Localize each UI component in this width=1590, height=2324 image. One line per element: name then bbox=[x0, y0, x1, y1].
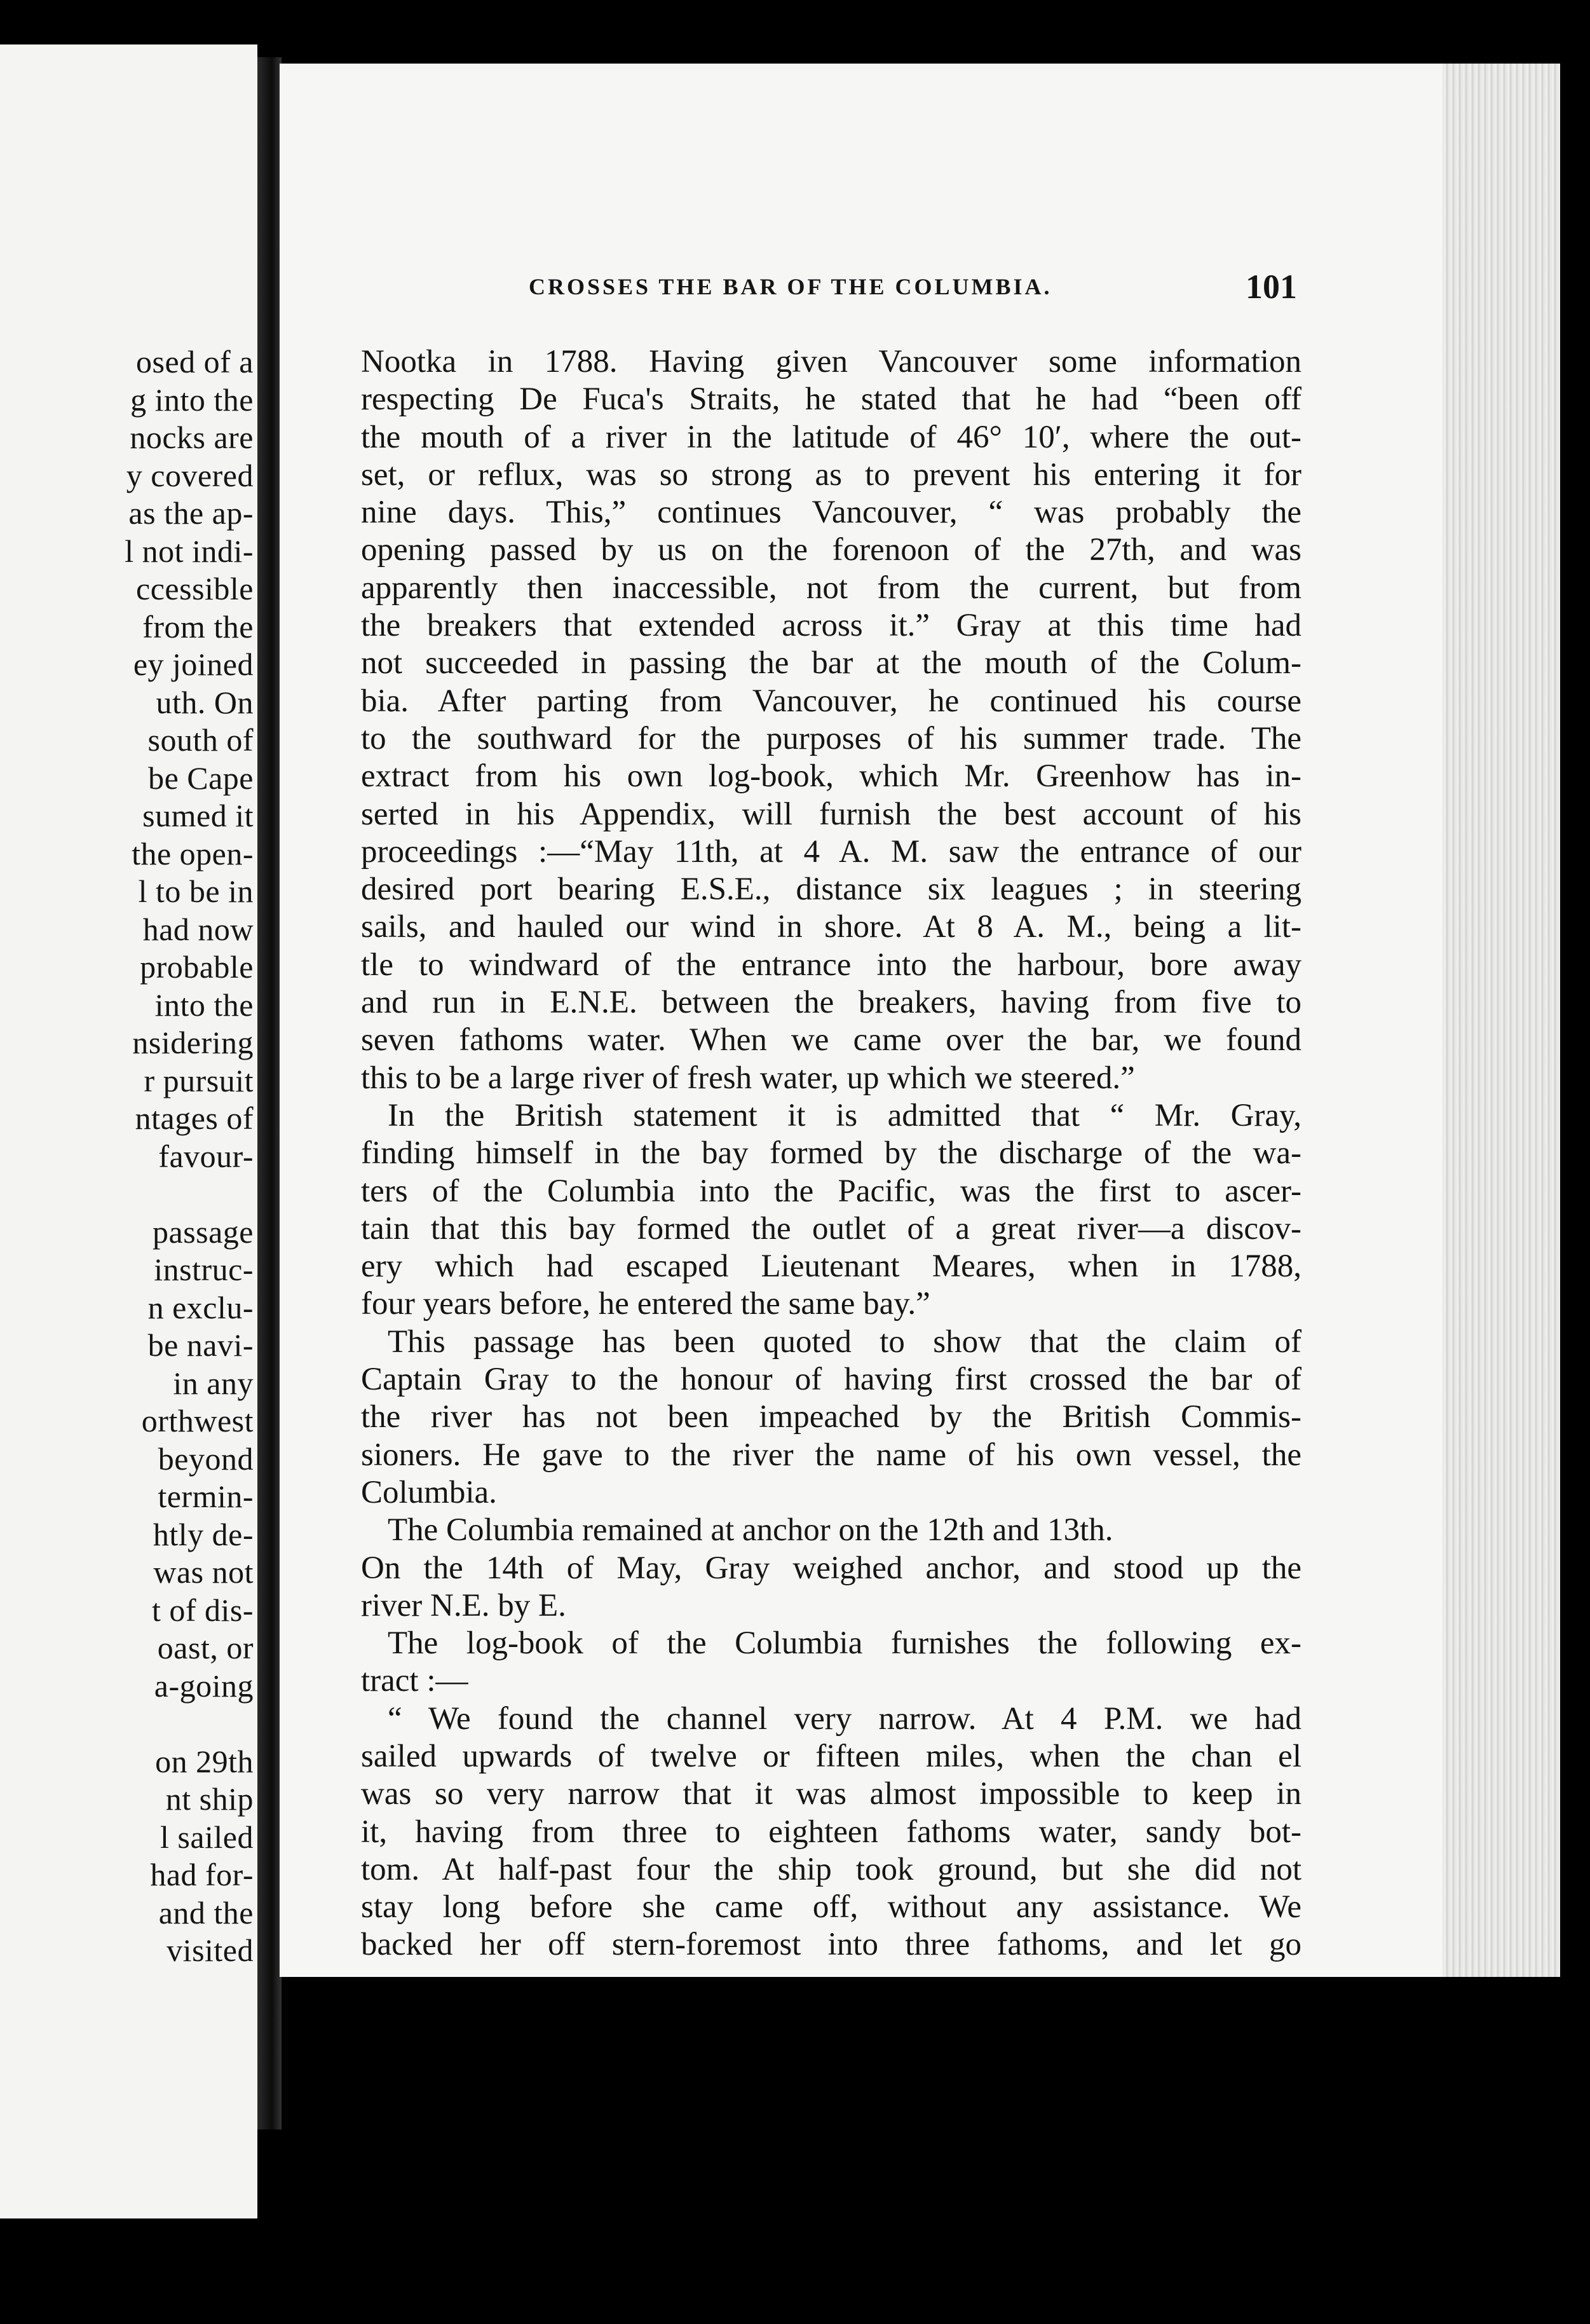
body-line: tain that this bay formed the outlet of a great river—a discov- bbox=[361, 1210, 1301, 1247]
left-page-line: osed of a bbox=[136, 344, 254, 379]
body-line: stay long before she came off, without any assistance. We bbox=[361, 1889, 1301, 1925]
body-line: was so very narrow that it was almost impossible to keep in bbox=[361, 1776, 1301, 1812]
left-page-line: ntages of bbox=[135, 1100, 254, 1136]
left-page-line: y covered bbox=[126, 457, 254, 493]
left-page-line: and the bbox=[158, 1894, 254, 1931]
body-line: bia. After parting from Vancouver, he continued his course bbox=[361, 683, 1301, 719]
left-page-line: nt ship bbox=[165, 1781, 254, 1817]
left-page-line: had for- bbox=[150, 1857, 254, 1892]
left-page-line: sumed it bbox=[142, 798, 254, 833]
left-page-line: l to be in bbox=[138, 873, 254, 909]
body-line: to the southward for the purposes of his summer trade. The bbox=[361, 720, 1301, 756]
body-line: “ We found the channel very narrow. At 4 P.M. we had bbox=[388, 1700, 1301, 1737]
body-line: desired port bearing E.S.E., distance six leagues ; in steering bbox=[361, 871, 1301, 908]
left-page-line: passage bbox=[153, 1213, 254, 1250]
body-line: This passage has been quoted to show that the claim of bbox=[388, 1323, 1301, 1360]
left-page-line: uth. On bbox=[156, 684, 254, 720]
left-page-line: into the bbox=[154, 987, 254, 1023]
left-page-line: l sailed bbox=[160, 1819, 254, 1855]
left-page-line bbox=[6, 1705, 254, 1743]
left-page-line: a-going bbox=[154, 1667, 254, 1704]
body-line: the mouth of a river in the latitude of 46° 10′, where the out- bbox=[361, 419, 1301, 455]
left-page-line: nsidering bbox=[132, 1025, 254, 1060]
body-line: The log-book of the Columbia furnishes the following ex- bbox=[388, 1625, 1301, 1662]
left-page-line: htly de- bbox=[153, 1516, 254, 1552]
left-page-line: g into the bbox=[130, 381, 254, 418]
body-line: it, having from three to eighteen fathoms water, sandy bot- bbox=[361, 1814, 1301, 1850]
body-line: opening passed by us on the forenoon of the 27th, and was bbox=[361, 532, 1301, 568]
left-page-line: as the ap- bbox=[128, 495, 254, 531]
left-page-line: nocks are bbox=[130, 420, 254, 455]
left-page-line: t of dis- bbox=[151, 1592, 254, 1628]
left-page-line: probable bbox=[140, 949, 254, 985]
left-page-line: had now bbox=[142, 911, 254, 947]
body-line: apparently then inaccessible, not from the current, but from bbox=[361, 570, 1301, 606]
left-page-line: n exclu- bbox=[147, 1289, 254, 1325]
body-line: In the British statement it is admitted that “ Mr. Gray, bbox=[388, 1097, 1301, 1133]
body-line: the river has not been impeached by the British Commis- bbox=[361, 1399, 1301, 1435]
body-line: tract :— bbox=[361, 1663, 468, 1699]
body-line: Captain Gray to the honour of having first crossed the bar of bbox=[361, 1362, 1301, 1398]
body-line: backed her off stern-foremost into three fathoms, and let go bbox=[361, 1927, 1301, 1963]
body-line: nine days. This,” continues Vancouver, “ was probably the bbox=[361, 495, 1301, 531]
left-page-text-column bbox=[6, 343, 254, 1970]
body-line: respecting De Fuca's Straits, he stated that he had “been off bbox=[361, 381, 1301, 418]
running-head: CROSSES THE BAR OF THE COLUMBIA. bbox=[529, 274, 1052, 299]
left-page-line: be Cape bbox=[148, 760, 254, 796]
body-line: tle to windward of the entrance into the harbour, bore away bbox=[361, 947, 1301, 983]
body-line: sails, and hauled our wind in shore. At 8 A. M., being a lit- bbox=[361, 909, 1301, 945]
body-line: Columbia. bbox=[361, 1474, 497, 1510]
body-line: The Columbia remained at anchor on the 12th and 13th. bbox=[388, 1512, 1113, 1548]
body-line: the breakers that extended across it.” Gray at this time had bbox=[361, 608, 1301, 644]
left-page-line: from the bbox=[142, 608, 254, 645]
left-page-line: ey joined bbox=[133, 646, 254, 682]
left-page-line: on 29th bbox=[155, 1743, 254, 1779]
body-line: On the 14th of May, Gray weighed anchor, and stood up the bbox=[361, 1550, 1301, 1586]
body-text bbox=[361, 343, 1301, 1964]
left-page-line: favour- bbox=[158, 1138, 254, 1174]
left-page-line bbox=[6, 1175, 254, 1213]
left-page-line: visited bbox=[166, 1932, 254, 1968]
page-edges bbox=[1443, 64, 1560, 1977]
body-line: serted in his Appendix, will furnish the best account of his bbox=[361, 796, 1301, 832]
body-line: and run in E.N.E. between the breakers, having from five to bbox=[361, 985, 1301, 1021]
left-page-line: the open- bbox=[132, 835, 254, 871]
body-line: Nootka in 1788. Having given Vancouver some information bbox=[361, 344, 1301, 379]
left-page-line: oast, or bbox=[157, 1630, 254, 1665]
left-page-line: beyond bbox=[158, 1440, 254, 1477]
left-page-line: termin- bbox=[158, 1479, 254, 1514]
body-line: four years before, he entered the same bay.” bbox=[361, 1286, 930, 1322]
body-line: proceedings :—“May 11th, at 4 A. M. saw the entrance of our bbox=[361, 833, 1301, 870]
left-page-line: r pursuit bbox=[144, 1062, 254, 1098]
body-line: sioners. He gave to the river the name of his own vessel, the bbox=[361, 1437, 1301, 1473]
body-line: extract from his own log-book, which Mr. Greenhow has in- bbox=[361, 758, 1301, 795]
left-page-line: in any bbox=[173, 1365, 254, 1401]
left-facing-page bbox=[0, 44, 257, 2218]
left-page-line: l not indi- bbox=[125, 533, 254, 569]
body-line: ery which had escaped Lieutenant Meares, when in 1788, bbox=[361, 1248, 1301, 1285]
body-line: not succeeded in passing the bar at the mouth of the Colum- bbox=[361, 645, 1301, 681]
body-line: river N.E. by E. bbox=[361, 1587, 566, 1623]
left-page-line: be navi- bbox=[147, 1327, 254, 1363]
body-line: seven fathoms water. When we came over the bar, we found bbox=[361, 1022, 1301, 1058]
body-line: set, or reflux, was so strong as to prevent his entering it for bbox=[361, 456, 1301, 493]
body-line: sailed upwards of twelve or fifteen miles, when the chan el bbox=[361, 1738, 1301, 1774]
left-page-line: was not bbox=[153, 1554, 254, 1590]
body-line: tom. At half-past four the ship took ground, but she did not bbox=[361, 1851, 1301, 1887]
page-number: 101 bbox=[1246, 268, 1297, 306]
body-line: finding himself in the bay formed by the discharge of the wa- bbox=[361, 1135, 1301, 1172]
body-line: this to be a large river of fresh water, up which we steered.” bbox=[361, 1060, 1135, 1096]
left-page-line: ccessible bbox=[136, 571, 254, 606]
book-gutter bbox=[257, 57, 282, 2129]
left-page-line: orthwest bbox=[141, 1403, 254, 1439]
left-page-line: instruc- bbox=[154, 1252, 254, 1287]
body-line: ters of the Columbia into the Pacific, was the first to ascer- bbox=[361, 1173, 1301, 1209]
left-page-line: south of bbox=[147, 722, 254, 758]
